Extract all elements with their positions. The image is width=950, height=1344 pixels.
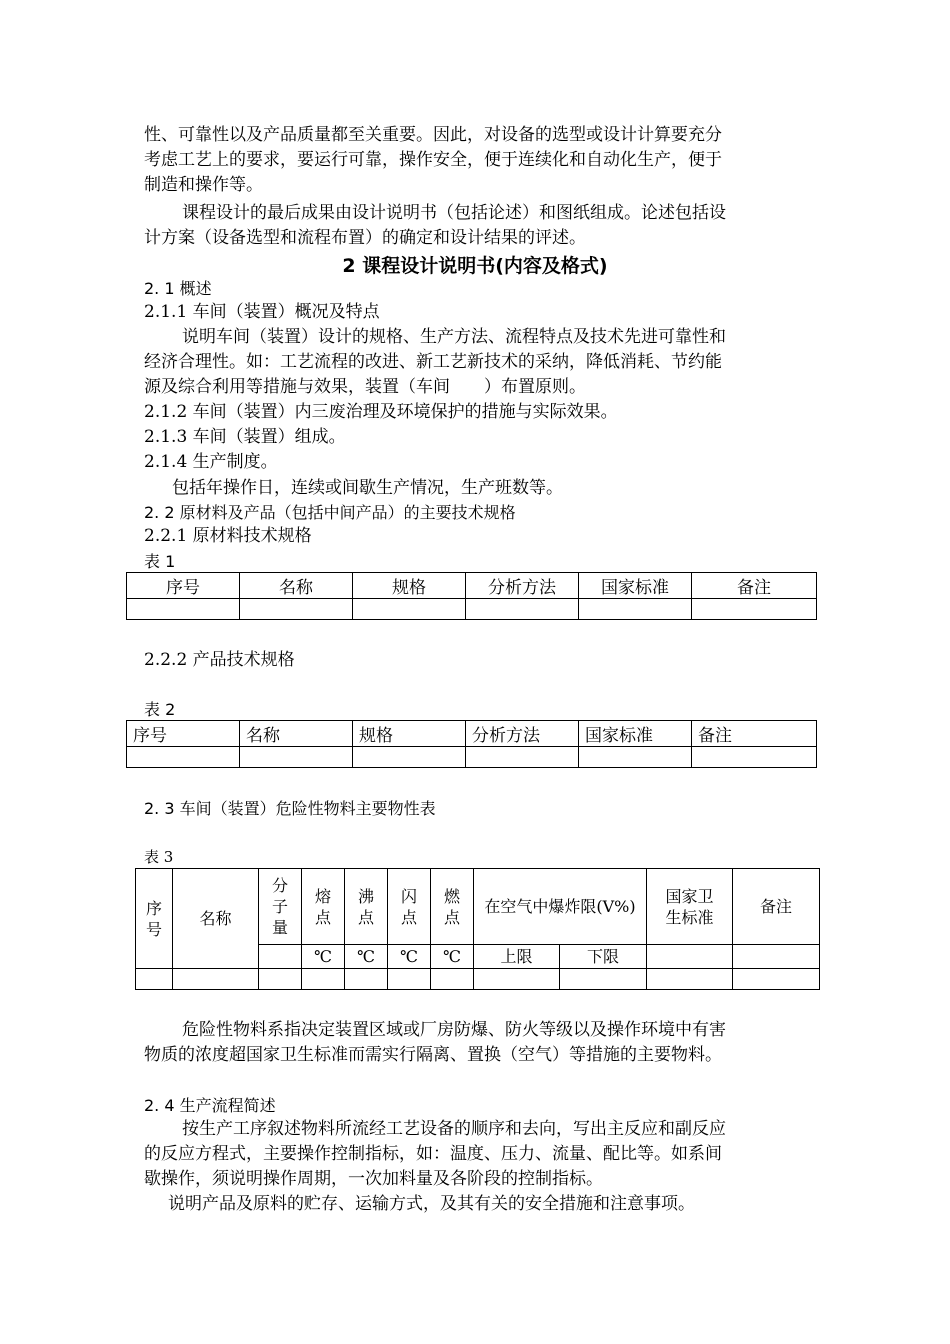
table-3-header-row: [136, 869, 820, 945]
table-3-lower-limit: 下限: [560, 945, 647, 969]
table-cell: [466, 747, 579, 768]
table-cell: [733, 969, 820, 990]
table-3-mw-unit: [259, 945, 302, 969]
table-2-header-name: 名称: [240, 721, 353, 747]
heading-2-4: 2. 4 生产流程简述: [144, 1096, 276, 1115]
table-3-header-seq: [136, 869, 173, 969]
table-3-header-melt-text: 熔点: [314, 886, 331, 927]
table-3-remark-unit: [733, 945, 820, 969]
para-2-3-line-1: 危险性物料系指决定装置区域或厂房防爆、防火等级以及操作环境中有害: [182, 1020, 726, 1040]
para-2-1-1-line-3: 源及综合利用等措施与效果，装置（车间 ）布置原则。: [144, 377, 586, 397]
table-cell: [353, 599, 466, 620]
table-1-header-seq: 序号: [127, 573, 240, 599]
intro-line-5: 计方案（设备选型和流程布置）的确定和设计结果的评述。: [144, 228, 586, 248]
table-2-empty-row: [127, 747, 817, 768]
table-cell: [579, 599, 692, 620]
table-2-header-seq: 序号: [127, 721, 240, 747]
table3-caption: 表 3: [144, 848, 174, 866]
table-3-header-explosion-text: 在空气中爆炸限(V%): [484, 897, 636, 916]
table-3-header-standard-text: 国家卫生标准: [665, 886, 714, 927]
table-cell: [353, 747, 466, 768]
table-cell: [240, 747, 353, 768]
heading-2-1-2: 2.1.2 车间（装置）内三废治理及环境保护的措施与实际效果。: [144, 402, 618, 422]
table-cell: [345, 969, 388, 990]
table-cell: [579, 747, 692, 768]
table-cell: [692, 747, 817, 768]
table-cell: [173, 969, 259, 990]
table-cell: [127, 747, 240, 768]
para-2-1-4: 包括年操作日，连续或间歇生产情况，生产班数等。: [172, 478, 563, 498]
para-2-4-line-3: 歇操作，须说明操作周期，一次加料量及各阶段的控制指标。: [144, 1169, 603, 1189]
table-3-header-boil-text: 沸点: [357, 886, 374, 927]
heading-2-1: 2. 1 概述: [144, 279, 212, 298]
table-3-flash-unit: ℃: [388, 945, 431, 969]
table-2-header-row: [127, 721, 817, 747]
para-2-1-1-line-2: 经济合理性。如：工艺流程的改进、新工艺新技术的采纳，降低消耗、节约能: [144, 352, 722, 372]
table-3-header-explosion: [474, 869, 647, 945]
table-3-header-remark: 备注: [733, 869, 820, 945]
table-cell: [431, 969, 474, 990]
table-1-header-standard: 国家标准: [579, 573, 692, 599]
table-2-header-method: 分析方法: [466, 721, 579, 747]
table-cell: [388, 969, 431, 990]
table-1: [126, 572, 817, 620]
heading-2-1-4: 2.1.4 生产制度。: [144, 452, 278, 472]
intro-line-1: 性、可靠性以及产品质量都至关重要。因此，对设备的选型或设计计算要充分: [144, 125, 722, 145]
table-3-header-flash-text: 闪点: [400, 886, 417, 927]
table-cell: [647, 969, 733, 990]
table-2: [126, 720, 817, 768]
table-2-header-remark: 备注: [692, 721, 817, 747]
table-1-header-row: [127, 573, 817, 599]
table-3-header-ignite: [431, 869, 474, 945]
heading-2-2-2: 2.2.2 产品技术规格: [144, 650, 295, 670]
table-cell: [466, 599, 579, 620]
table-3-header-mw-text: 分子量: [271, 876, 288, 937]
section-title: 2 课程设计说明书(内容及格式): [342, 255, 608, 277]
heading-2-2-1: 2.2.1 原材料技术规格: [144, 526, 312, 546]
intro-line-3: 制造和操作等。: [144, 175, 263, 195]
heading-2-2: 2. 2 原材料及产品（包括中间产品）的主要技术规格: [144, 503, 516, 522]
table-3-upper-limit: 上限: [474, 945, 560, 969]
table-1-empty-row: [127, 599, 817, 620]
table-1-header-method: 分析方法: [466, 573, 579, 599]
para-2-3-line-2: 物质的浓度超国家卫生标准而需实行隔离、置换（空气）等措施的主要物料。: [144, 1045, 722, 1065]
table-1-header-name: 名称: [240, 573, 353, 599]
para-2-4-line-1: 按生产工序叙述物料所流经工艺设备的顺序和去向，写出主反应和副反应: [182, 1119, 726, 1139]
heading-2-1-1: 2.1.1 车间（装置）概况及特点: [144, 302, 380, 322]
table-cell: [302, 969, 345, 990]
table-3-header-flash: [388, 869, 431, 945]
heading-2-1-3: 2.1.3 车间（装置）组成。: [144, 427, 346, 447]
table-2-header-standard: 国家标准: [579, 721, 692, 747]
intro-line-2: 考虑工艺上的要求，要运行可靠，操作安全，便于连续化和自动化生产，便于: [144, 150, 722, 170]
table-3-header-melt: [302, 869, 345, 945]
table-3-header-seq-text: 序号: [145, 898, 162, 939]
table-cell: [240, 599, 353, 620]
table2-caption: 表 2: [144, 700, 176, 719]
table-3-header-ignite-text: 燃点: [443, 886, 460, 927]
table-cell: [127, 599, 240, 620]
table-3-standard-unit: [647, 945, 733, 969]
table-3: [135, 868, 820, 990]
table-cell: [259, 969, 302, 990]
table-1-header-spec: 规格: [353, 573, 466, 599]
table-3-header-standard: [647, 869, 733, 945]
para-2-1-1-line-1: 说明车间（装置）设计的规格、生产方法、流程特点及技术先进可靠性和: [182, 327, 726, 347]
table-cell: [560, 969, 647, 990]
table-3-header-name: 名称: [173, 869, 259, 969]
table-3-header-boil: [345, 869, 388, 945]
table-3-ignite-unit: ℃: [431, 945, 474, 969]
table1-caption: 表 1: [144, 552, 176, 571]
table-3-header-mw: [259, 869, 302, 945]
table-cell: [136, 969, 173, 990]
table-3-boil-unit: ℃: [345, 945, 388, 969]
table-3-empty-row: [136, 969, 820, 990]
para-2-4-line-4: 说明产品及原料的贮存、运输方式，及其有关的安全措施和注意事项。: [168, 1194, 695, 1214]
intro-line-4: 课程设计的最后成果由设计说明书（包括论述）和图纸组成。论述包括设: [182, 203, 726, 223]
table-cell: [692, 599, 817, 620]
table-cell: [474, 969, 560, 990]
table-1-header-remark: 备注: [692, 573, 817, 599]
table-3-melt-unit: ℃: [302, 945, 345, 969]
table-2-header-spec: 规格: [353, 721, 466, 747]
para-2-4-line-2: 的反应方程式，主要操作控制指标，如：温度、压力、流量、配比等。如系间: [144, 1144, 722, 1164]
heading-2-3: 2. 3 车间（装置）危险性物料主要物性表: [144, 799, 436, 818]
